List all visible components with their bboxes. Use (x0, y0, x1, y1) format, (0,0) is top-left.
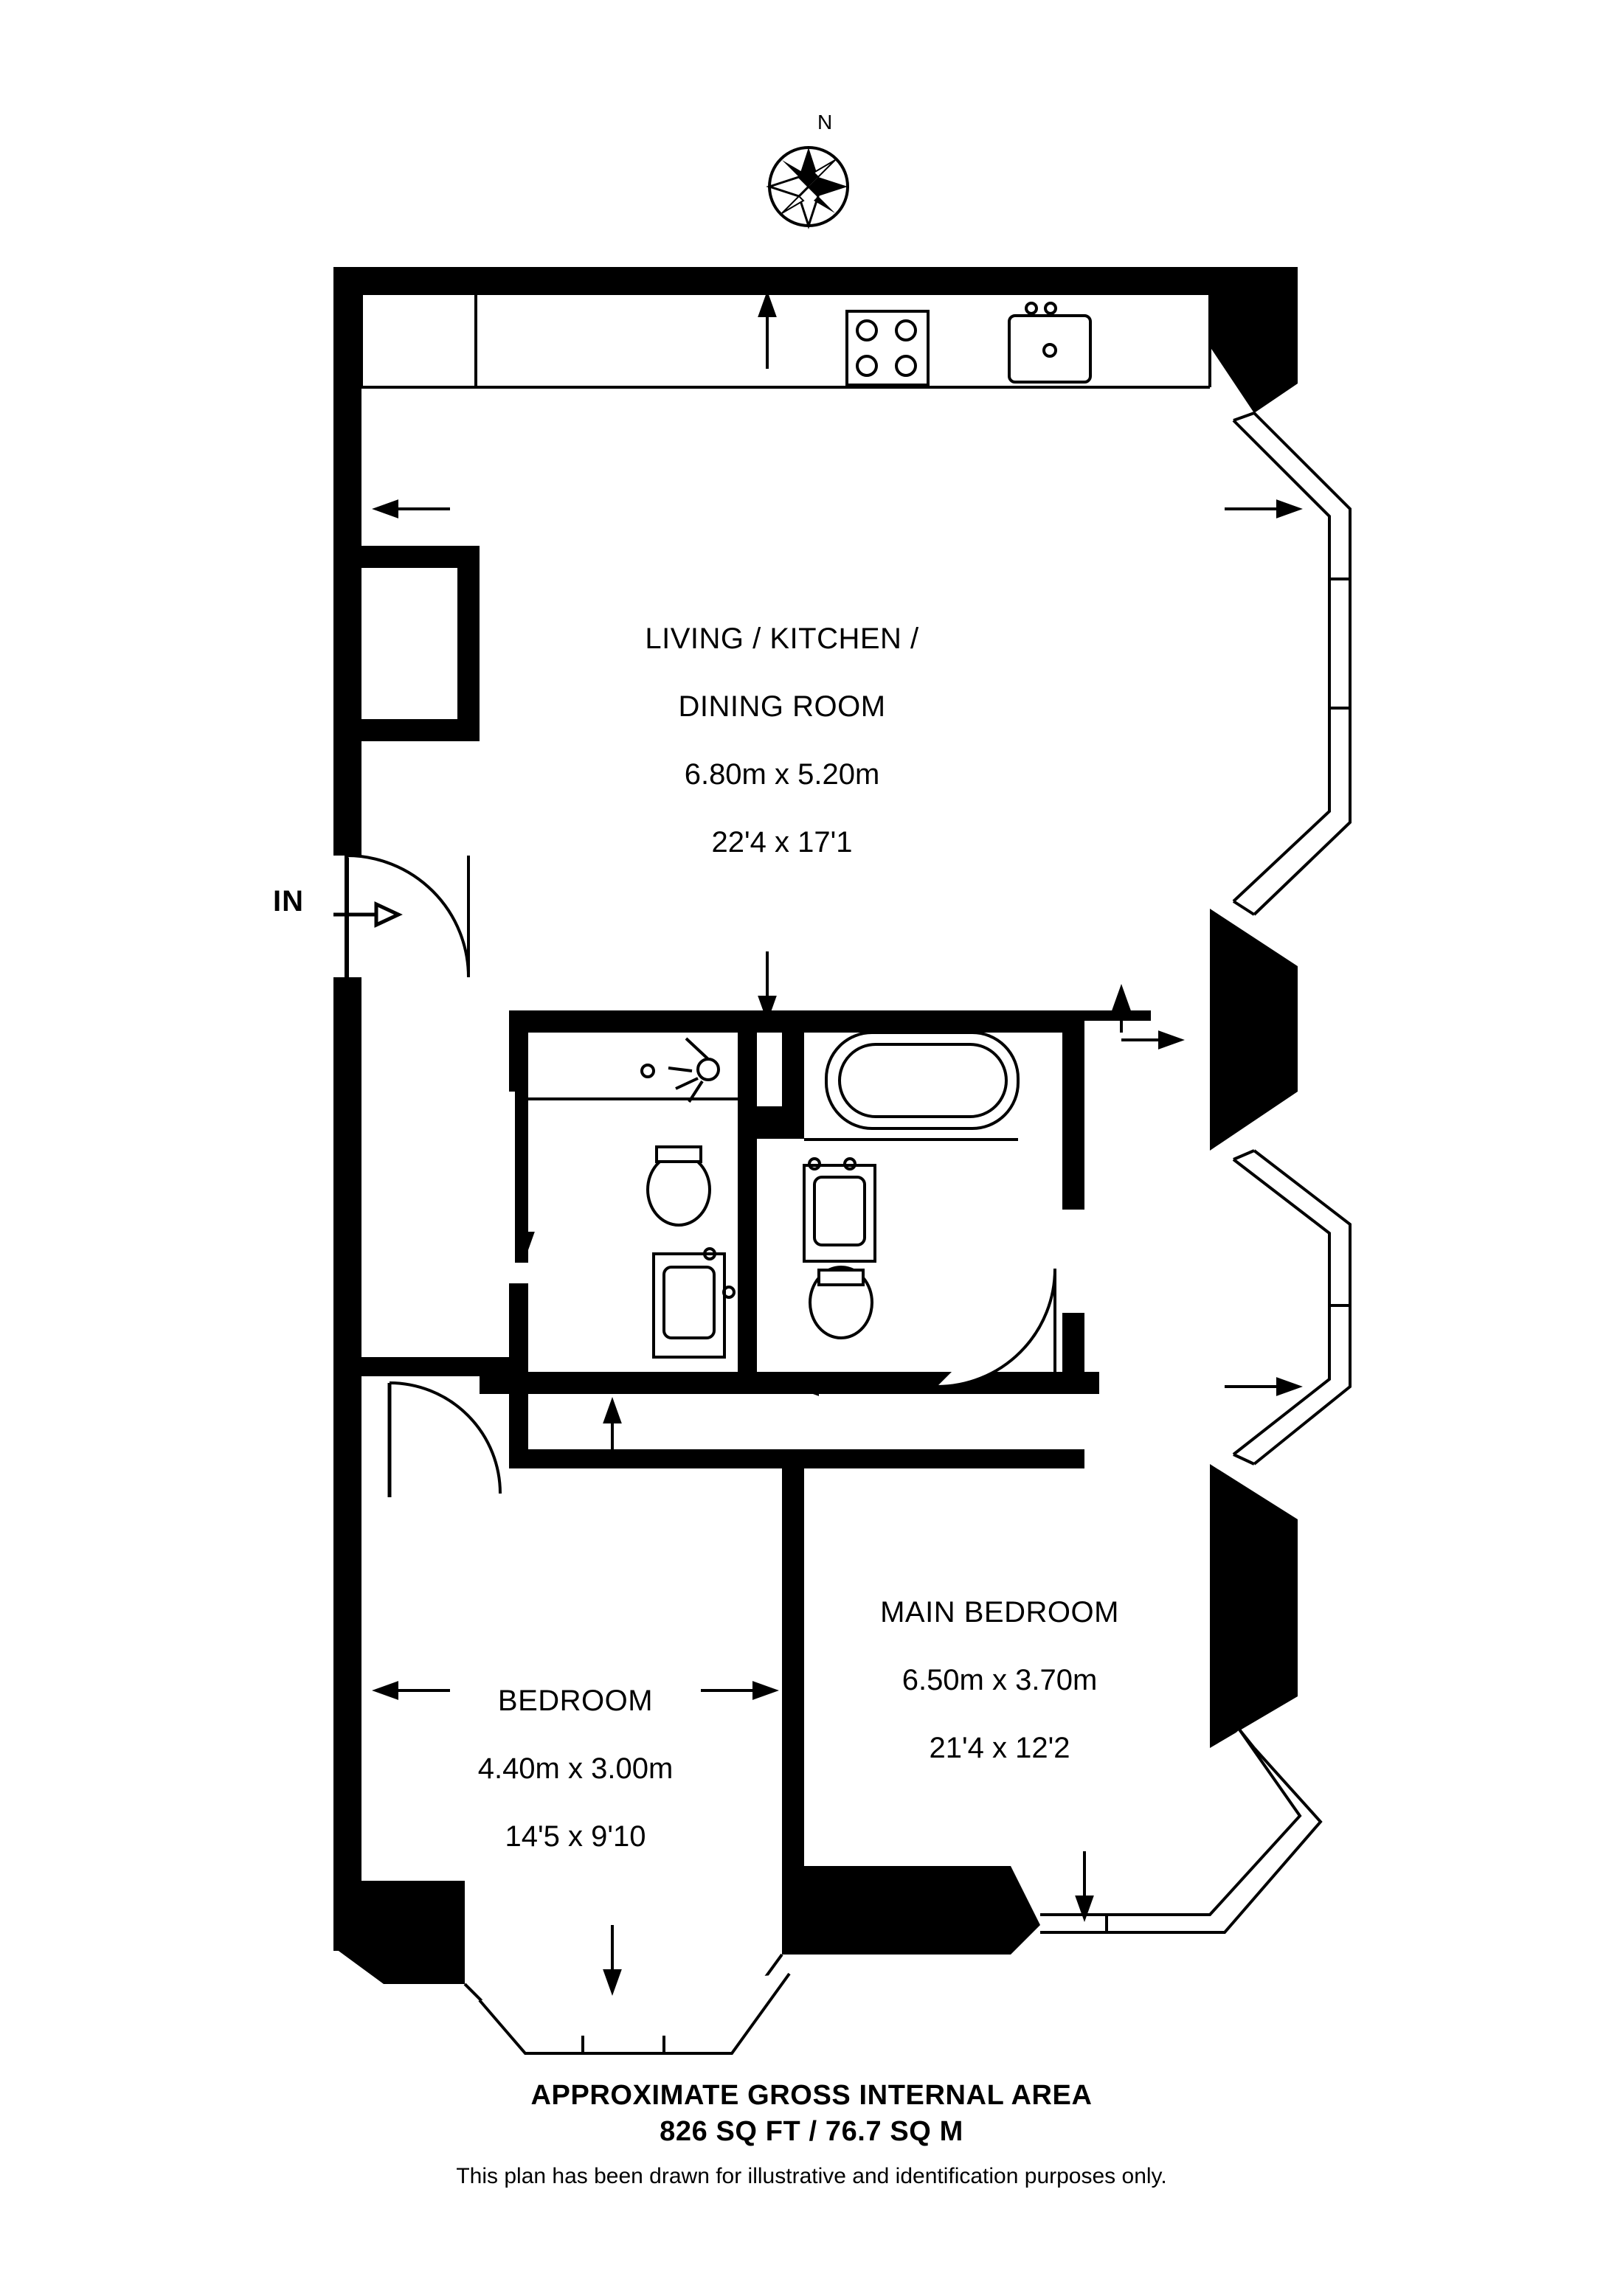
room-label-living-kitchen-dining (561, 590, 1003, 892)
room-name-line1: BEDROOM (497, 1684, 654, 1717)
entrance-label: IN (273, 885, 304, 918)
bedroom-door-swing (390, 1383, 500, 1497)
room-dimension-metric: 6.80m x 5.20m (684, 758, 880, 791)
room-label-main-bedroom (804, 1564, 1195, 1797)
toilet-icon (648, 1147, 710, 1225)
room-dimension-metric: 4.40m x 3.00m (477, 1752, 674, 1786)
wash-basin-icon (804, 1159, 875, 1261)
wash-basin-icon (654, 1249, 734, 1357)
gross-internal-area-title: APPROXIMATE GROSS INTERNAL AREA (530, 2080, 1093, 2111)
bathtub-icon (804, 1033, 1018, 1140)
room-dimension-metric: 6.50m x 3.70m (902, 1664, 1098, 1697)
bay-window-middle-right (1233, 1151, 1350, 1464)
compass-rose-icon (769, 148, 848, 226)
room-label-bedroom (413, 1652, 738, 1886)
shower-room-fittings (516, 1038, 738, 1357)
plan-disclaimer: This plan has been drawn for illustrative and identification purposes only. (456, 2164, 1167, 2188)
room-name-line2: DINING ROOM (678, 690, 886, 724)
toilet-icon (810, 1267, 872, 1338)
room-name-line1: LIVING / KITCHEN / (645, 622, 919, 655)
ensuite-fittings (804, 1033, 1055, 1387)
room-dimension-imperial: 21'4 x 12'2 (929, 1732, 1070, 1765)
compass-north-label: N (817, 111, 833, 133)
kitchen-sink-icon (1009, 303, 1090, 382)
bay-window-bottom-left (465, 1955, 789, 2053)
room-dimension-imperial: 22'4 x 17'1 (711, 826, 853, 859)
room-name-line1: MAIN BEDROOM (880, 1595, 1119, 1629)
entrance-arrow-icon (333, 904, 398, 925)
cooker-hob-icon (847, 311, 928, 385)
room-dimension-imperial: 14'5 x 9'10 (505, 1820, 646, 1853)
gross-internal-area-value: 826 SQ FT / 76.7 SQ M (660, 2116, 963, 2147)
floor-plan-footer (0, 2080, 1623, 2189)
bay-window-upper-right (1233, 413, 1350, 915)
shower-head-icon (642, 1038, 719, 1102)
